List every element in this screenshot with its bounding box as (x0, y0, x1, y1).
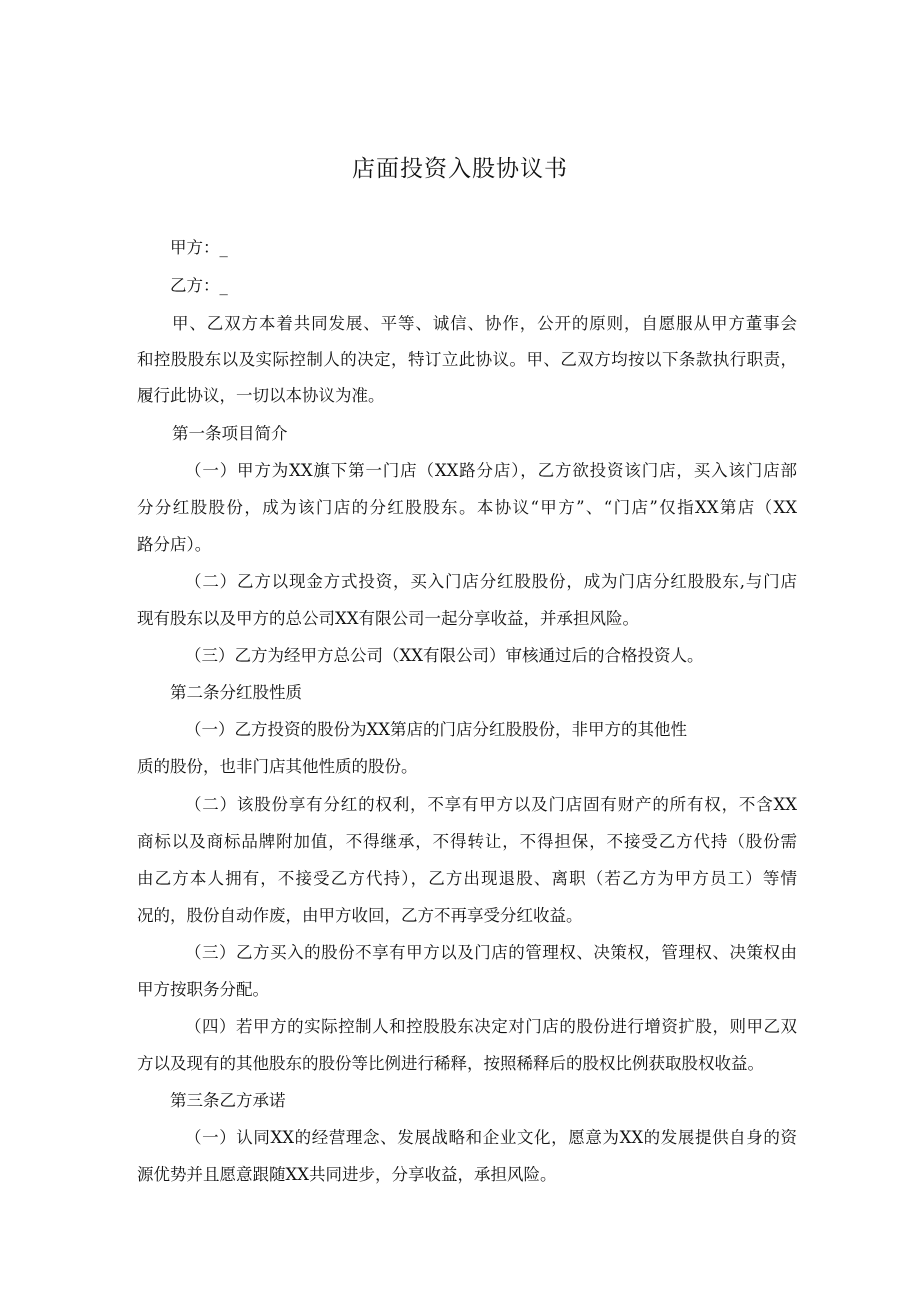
article3-item1-line1: （一）认同XX的经营理念、发展战略和企业文化，愿意为XX的发展提供自身的资 (185, 1128, 797, 1147)
intro-line-2: 和控股股东以及实际控制人的决定，特订立此协议。甲、乙双方均按以下条款执行职责， (137, 350, 797, 369)
article2-item4-line1: （四）若甲方的实际控制人和控股股东决定对门店的股份进行增资扩股，则甲乙双 (185, 1017, 797, 1036)
article2-item4-line2: 方以及现有的其他股东的股份等比例进行稀释，按照稀释后的股权比例获取股权收益。 (137, 1054, 764, 1073)
intro-line-1: 甲、乙双方本着共同发展、平等、诚信、协作，公开的原则，自愿服从甲方董事会 (172, 314, 797, 333)
article2-item2-line4: 况的，股份自动作废，由甲方收回，乙方不再享受分红收益。 (137, 906, 583, 925)
article1-item3-line1: （三）乙方为经甲方总公司（XX有限公司）审核通过后的合格投资人。 (185, 646, 704, 665)
article2-item3-line1: （三）乙方买入的股份不享有甲方以及门店的管理权、决策权，管理权、决策权由 (185, 943, 797, 962)
article3-heading: 第三条乙方承诺 (170, 1091, 286, 1110)
article1-item2-line1: （二）乙方以现金方式投资，买入门店分红股股份，成为门店分红股股东,与门店 (185, 572, 797, 591)
party-b-line: 乙方：_ (170, 276, 228, 295)
intro-line-3: 履行此协议，一切以本协议为准。 (137, 386, 385, 405)
article3-item1-line2: 源优势并且愿意跟随XX共同进步，分享收益，承担风险。 (137, 1165, 557, 1184)
article1-item1-line3: 路分店）。 (137, 535, 212, 554)
party-a-line: 甲方：_ (170, 238, 228, 257)
article1-item1-line1: （一）甲方为XX旗下第一门店（XX路分店），乙方欲投资该门店，买入该门店部 (185, 461, 797, 480)
article2-item3-line2: 甲方按职务分配。 (137, 980, 269, 999)
article2-item1-line2: 质的股份，也非门店其他性质的股份。 (137, 757, 418, 776)
article2-item1-line1: （一）乙方投资的股份为XX第店的门店分红股股份，非甲方的其他性 (185, 720, 687, 739)
article1-item2-line2: 现有股东以及甲方的总公司XX有限公司一起分享收益，并承担风险。 (137, 609, 639, 628)
article2-item2-line2: 商标以及商标品牌附加值，不得继承，不得转让，不得担保，不接受乙方代持（股份需 (137, 832, 797, 851)
article1-item1-line2: 分分红股股份，成为该门店的分红股股东。本协议“甲方”、“门店”仅指XX第店（XX (137, 498, 797, 517)
article2-heading: 第二条分红股性质 (170, 683, 302, 702)
article1-heading: 第一条项目简介 (172, 424, 288, 443)
document-title: 店面投资入股协议书 (352, 156, 568, 182)
article2-item2-line3: 由乙方本人拥有，不接受乙方代持），乙方出现退股、离职（若乙方为甲方员工）等情 (137, 869, 797, 888)
article2-item2-line1: （二）该股份享有分红的权利，不享有甲方以及门店固有财产的所有权，不含XX (185, 795, 797, 814)
